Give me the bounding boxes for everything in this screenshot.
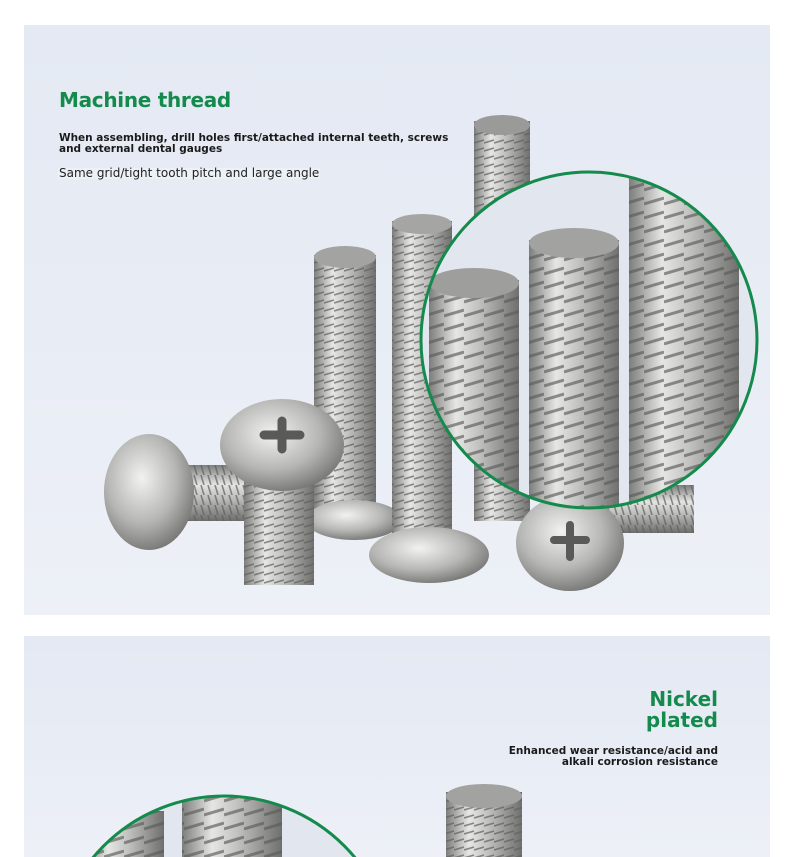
section-title bbox=[646, 689, 718, 731]
feature-line: Same grid/tight tooth pitch and large angle bbox=[59, 166, 320, 180]
screws-illustration bbox=[24, 25, 770, 615]
title-line-2: plated bbox=[645, 708, 718, 732]
nickel-plated-panel bbox=[24, 636, 770, 857]
title-line-1: Nickel bbox=[649, 687, 718, 711]
section-description: Enhanced wear resistance/acid and alkali corrosion resistance bbox=[508, 745, 718, 768]
magnified-thread-view bbox=[414, 165, 764, 530]
section-description: When assembling, drill holes first/attached internal teeth, screws and external dental gauges bbox=[59, 132, 449, 155]
section-title: Machine thread bbox=[59, 88, 231, 112]
machine-thread-panel bbox=[24, 25, 770, 615]
